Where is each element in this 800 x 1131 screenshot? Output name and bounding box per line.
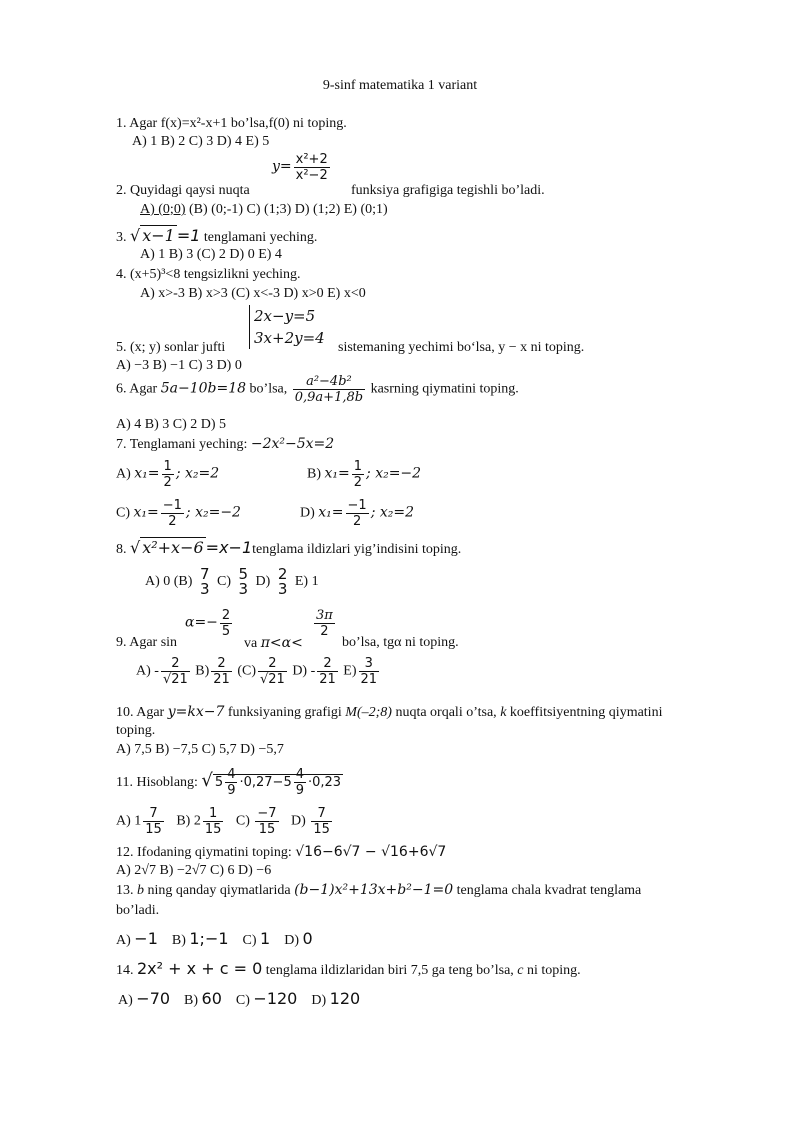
- question-14-options: A) −70 B) 60 C) −120 D) 120: [118, 989, 361, 1008]
- question-2-function: y= $\frac{\text{x²+2}}{\text{x²−2}}$: [272, 152, 328, 183]
- question-9-alpha: α=− $\frac{2}{5}$: [185, 608, 231, 639]
- question-7-option-b: B) x₁= $\frac{1}{2}$ ; x₂=−2: [307, 459, 422, 490]
- question-8-options: A) 0 (B) 7 3 C) 5 3 D) 2 3 E) 1: [145, 565, 319, 598]
- question-12: 12. Ifodaning qiymatini toping: √16−6√7 − √16+6√7: [116, 844, 447, 860]
- question-9-text-a: 9. Agar sin: [116, 635, 178, 650]
- question-6: 6. Agar 5a−10b=18 bo’lsa, $\frac{\text{a²−4b²}}{0,9a+1,8b}$ kasrning qiymatini toping.: [116, 374, 519, 405]
- question-13-options: A) −1 B) 1;−1 C) 1 D) 0: [116, 929, 313, 948]
- question-4: 4. (x+5)³<8 tengsizlikni yeching.: [116, 267, 301, 282]
- question-10: 10. Agar y=kx−7 funksiyaning grafigi M(–2;8) nuqta orqali o’tsa, k koeffitsiyentning qiymatini: [116, 704, 663, 720]
- question-7-option-a: A) x₁= $\frac{1}{2}$ ; x₂=2: [116, 459, 220, 490]
- question-9-text-b: bo’lsa, tgα ni toping.: [342, 635, 459, 650]
- question-13: 13. b ning qanday qiymatlarida (b−1)x²+13x+b²−1=0 tenglama chala kvadrat tenglama: [116, 882, 642, 898]
- question-10-options: A) 7,5 B) −7,5 C) 5,7 D) −5,7: [116, 742, 284, 757]
- question-2-text-a: 2. Quyidagi qaysi nuqta: [116, 183, 250, 198]
- question-8: 8. √ x²+x−6 =x−1tenglama ildizlari yig’indisini toping.: [116, 538, 462, 557]
- question-5-options: A) −3 B) −1 C) 3 D) 0: [116, 358, 242, 373]
- question-1-options: A) 1 B) 2 C) 3 D) 4 E) 5: [132, 134, 270, 149]
- question-7-option-c: C) x₁= $\frac{-1}{2}$ ; x₂=−2: [116, 498, 241, 529]
- question-2-text-b: funksiya grafigiga tegishli bo’ladi.: [351, 183, 545, 198]
- question-4-options: A) x>-3 B) x>3 (C) x<-3 D) x>0 E) x<0: [140, 286, 366, 301]
- question-5-text-b: sistemaning yechimi bo‘lsa, y − x ni toping.: [338, 340, 585, 355]
- question-7: 7. Tenglamani yeching: −2x²−5x=2: [116, 436, 335, 452]
- question-11-options: A) 1 $\frac{7}{15}$ B) 2 $\frac{1}{15}$ C) $\frac{-7}{15}$ D) $\frac{7}{15}$: [116, 806, 330, 837]
- question-5-system: 2x−y=5 3x+2y=4: [249, 305, 325, 349]
- question-13-text-d: bo’ladi.: [116, 903, 160, 918]
- question-9-mid: va π<α<: [244, 635, 303, 651]
- question-2-options: A) (0;0) (B) (0;-1) C) (1;3) D) (1;2) E) (0;1): [140, 202, 388, 217]
- page-title: 9-sinf matematika 1 variant: [322, 78, 478, 93]
- question-7-option-d: D) x₁= $\frac{-1}{2}$ ; x₂=2: [300, 498, 415, 529]
- question-14: 14. 2x² + x + c = 0 tenglama ildizlaridan biri 7,5 ga teng bo’lsa, c ni toping.: [116, 959, 581, 978]
- question-6-options: A) 4 B) 3 C) 2 D) 5: [116, 417, 227, 432]
- question-1: 1. Agar f(x)=x²-x+1 bo’lsa,f(0) ni toping.: [116, 116, 347, 131]
- question-5-text-a: 5. (x; y) sonlar jufti: [116, 340, 226, 355]
- question-9-range-frac: $\frac{3\pi}{2}$: [316, 608, 333, 639]
- question-3: 3. √ x−1 =1 tenglamani yeching.: [116, 226, 318, 245]
- question-9-options: A) - $\frac{2}{√21}$ B) $\frac{2}{21}$ (C) $\frac{2}{√21}$ D) - $\frac{2}{21}$ E) $\frac{3}{21}$: [136, 656, 378, 687]
- question-12-options: A) 2√7 B) −2√7 C) 6 D) −6: [116, 863, 272, 878]
- question-10-text-e: toping.: [116, 723, 156, 738]
- question-11: 11. Hisoblang: √ 5 $\frac{4}{9}$ ·0,27−5 $\frac{4}{9}$ ·0,23: [116, 767, 342, 798]
- question-3-options: A) 1 B) 3 (C) 2 D) 0 E) 4: [140, 247, 282, 262]
